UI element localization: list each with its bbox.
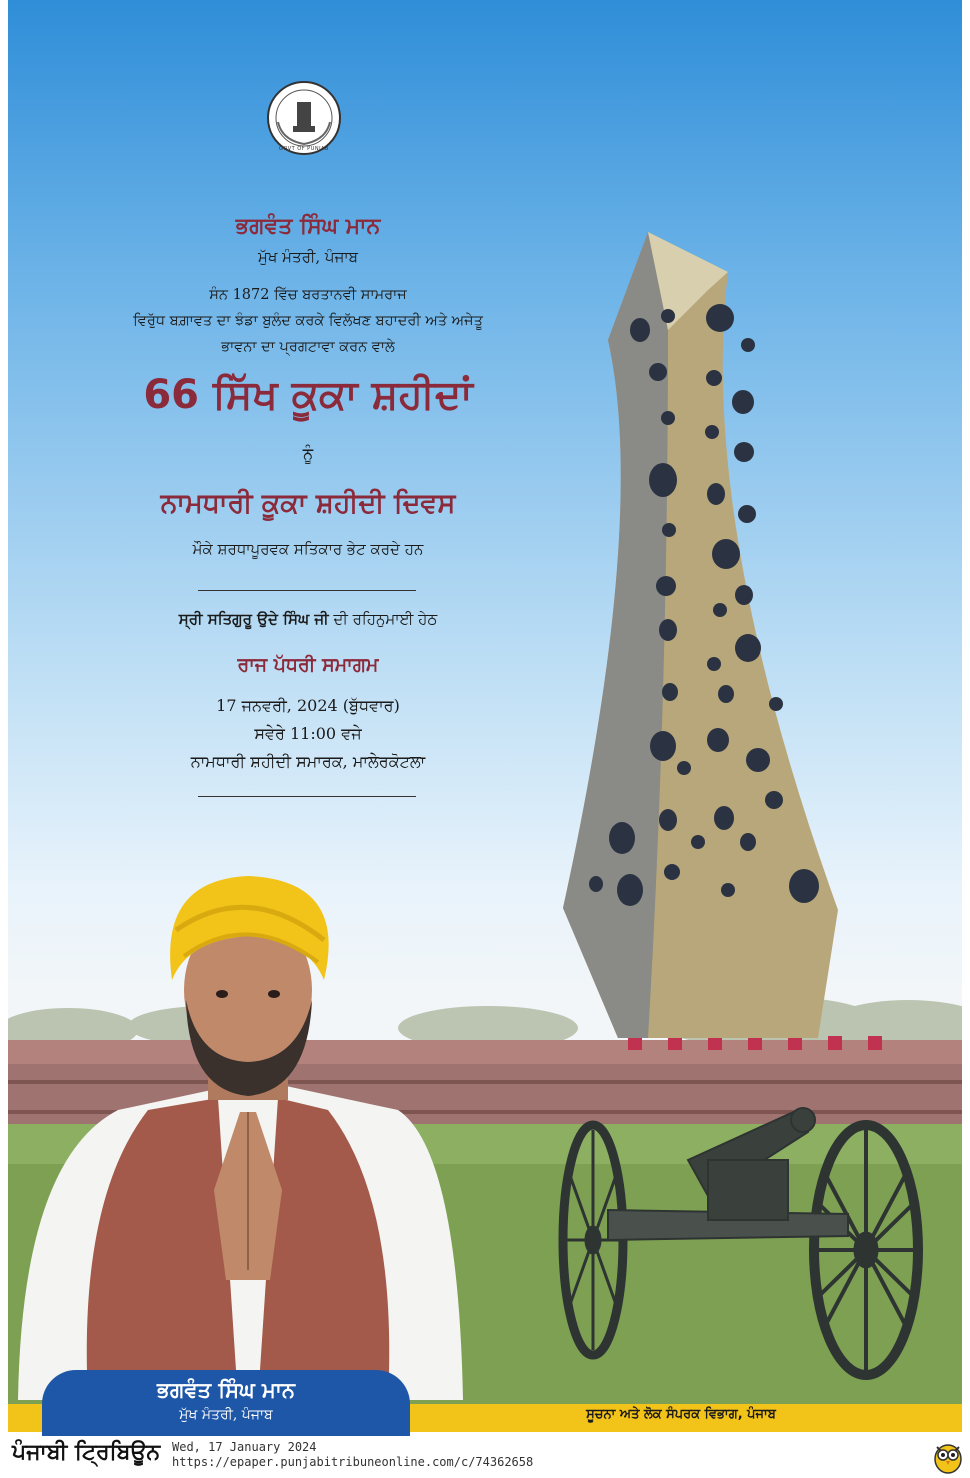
commemoration-day: ਨਾਮਧਾਰੀ ਕੂਕਾ ਸ਼ਹੀਦੀ ਦਿਵਸ	[160, 488, 456, 519]
intro-line-3: ਭਾਵਨਾ ਦਾ ਪ੍ਰਗਟਾਵਾ ਕਰਨ ਵਾਲੇ	[221, 339, 395, 355]
epaper-url[interactable]: https://epaper.punjabitribuneonline.com/c/74362658	[172, 1455, 534, 1469]
divider-bottom	[198, 796, 416, 797]
newspaper-masthead: ਪੰਜਾਬੀ ਟ੍ਰਿਬਿਊਨ	[12, 1440, 161, 1465]
event-time: ਸਵੇਰੇ 11:00 ਵਜੇ	[254, 724, 362, 743]
plaza-wall	[8, 1040, 962, 1064]
memorial-tower	[563, 232, 838, 1038]
cm-name: ਭਗਵੰਤ ਸਿੰਘ ਮਾਨ	[235, 214, 381, 239]
event-title: ਰਾਜ ਪੱਧਰੀ ਸਮਾਗਮ	[237, 654, 379, 676]
guidance-name: ਸ੍ਰੀ ਸਤਿਗੁਰੂ ਉਦੇ ਸਿੰਘ ਜੀ	[178, 610, 329, 628]
cm-title: ਮੁੱਖ ਮੰਤਰੀ, ਪੰਜਾਬ	[257, 248, 359, 266]
guidance-rest: ਦੀ ਰਹਿਨੁਮਾਈ ਹੇਠ	[328, 610, 438, 628]
badge-name: ਭਗਵੰਤ ਸਿੰਘ ਮਾਨ	[156, 1378, 296, 1402]
intro-line-2: ਵਿਰੁੱਧ ਬਗ਼ਾਵਤ ਦਾ ਝੰਡਾ ਬੁਲੰਦ ਕਰਕੇ ਵਿਲੱਖਣ ਬਹਾਦਰੀ ਅਤੇ ਅਜੇਤੂ	[133, 313, 483, 329]
divider-top	[198, 590, 416, 591]
emblem-caption: GOVT OF PUNJAB	[279, 146, 329, 152]
owl-icon	[932, 1440, 964, 1474]
event-venue: ਨਾਮਧਾਰੀ ਸ਼ਹੀਦੀ ਸਮਾਰਕ, ਮਾਲੇਰਕੋਟਲਾ	[190, 752, 426, 771]
intro-text	[68, 282, 548, 360]
to-particle: ਨੂੰ	[302, 444, 314, 463]
department-name: ਸੂਚਨਾ ਅਤੇ ਲੋਕ ਸੰਪਰਕ ਵਿਭਾਗ, ਪੰਜਾਬ	[586, 1407, 776, 1422]
intro-line-1: ਸੰਨ 1872 ਵਿੱਚ ਬਰਤਾਨਵੀ ਸਾਮਰਾਜ	[209, 287, 407, 303]
headline: 66 ਸਿੱਖ ਕੂਕਾ ਸ਼ਹੀਦਾਂ	[143, 372, 473, 418]
guidance-line	[88, 610, 528, 628]
footer-meta	[172, 1440, 533, 1470]
edition-date: Wed, 17 January 2024	[172, 1440, 317, 1454]
tribute-line: ਮੌਕੇ ਸ਼ਰਧਾਪੂਰਵਕ ਸਤਿਕਾਰ ਭੇਟ ਕਰਦੇ ਹਨ	[192, 540, 424, 558]
name-badge	[42, 1370, 410, 1438]
cm-portrait	[18, 876, 463, 1400]
advertisement	[8, 0, 962, 1432]
event-date: 17 ਜਨਵਰੀ, 2024 (ਬੁੱਧਵਾਰ)	[216, 696, 400, 715]
badge-title: ਮੁੱਖ ਮੰਤਰੀ, ਪੰਜਾਬ	[179, 1407, 273, 1423]
epaper-footer	[0, 1436, 970, 1478]
